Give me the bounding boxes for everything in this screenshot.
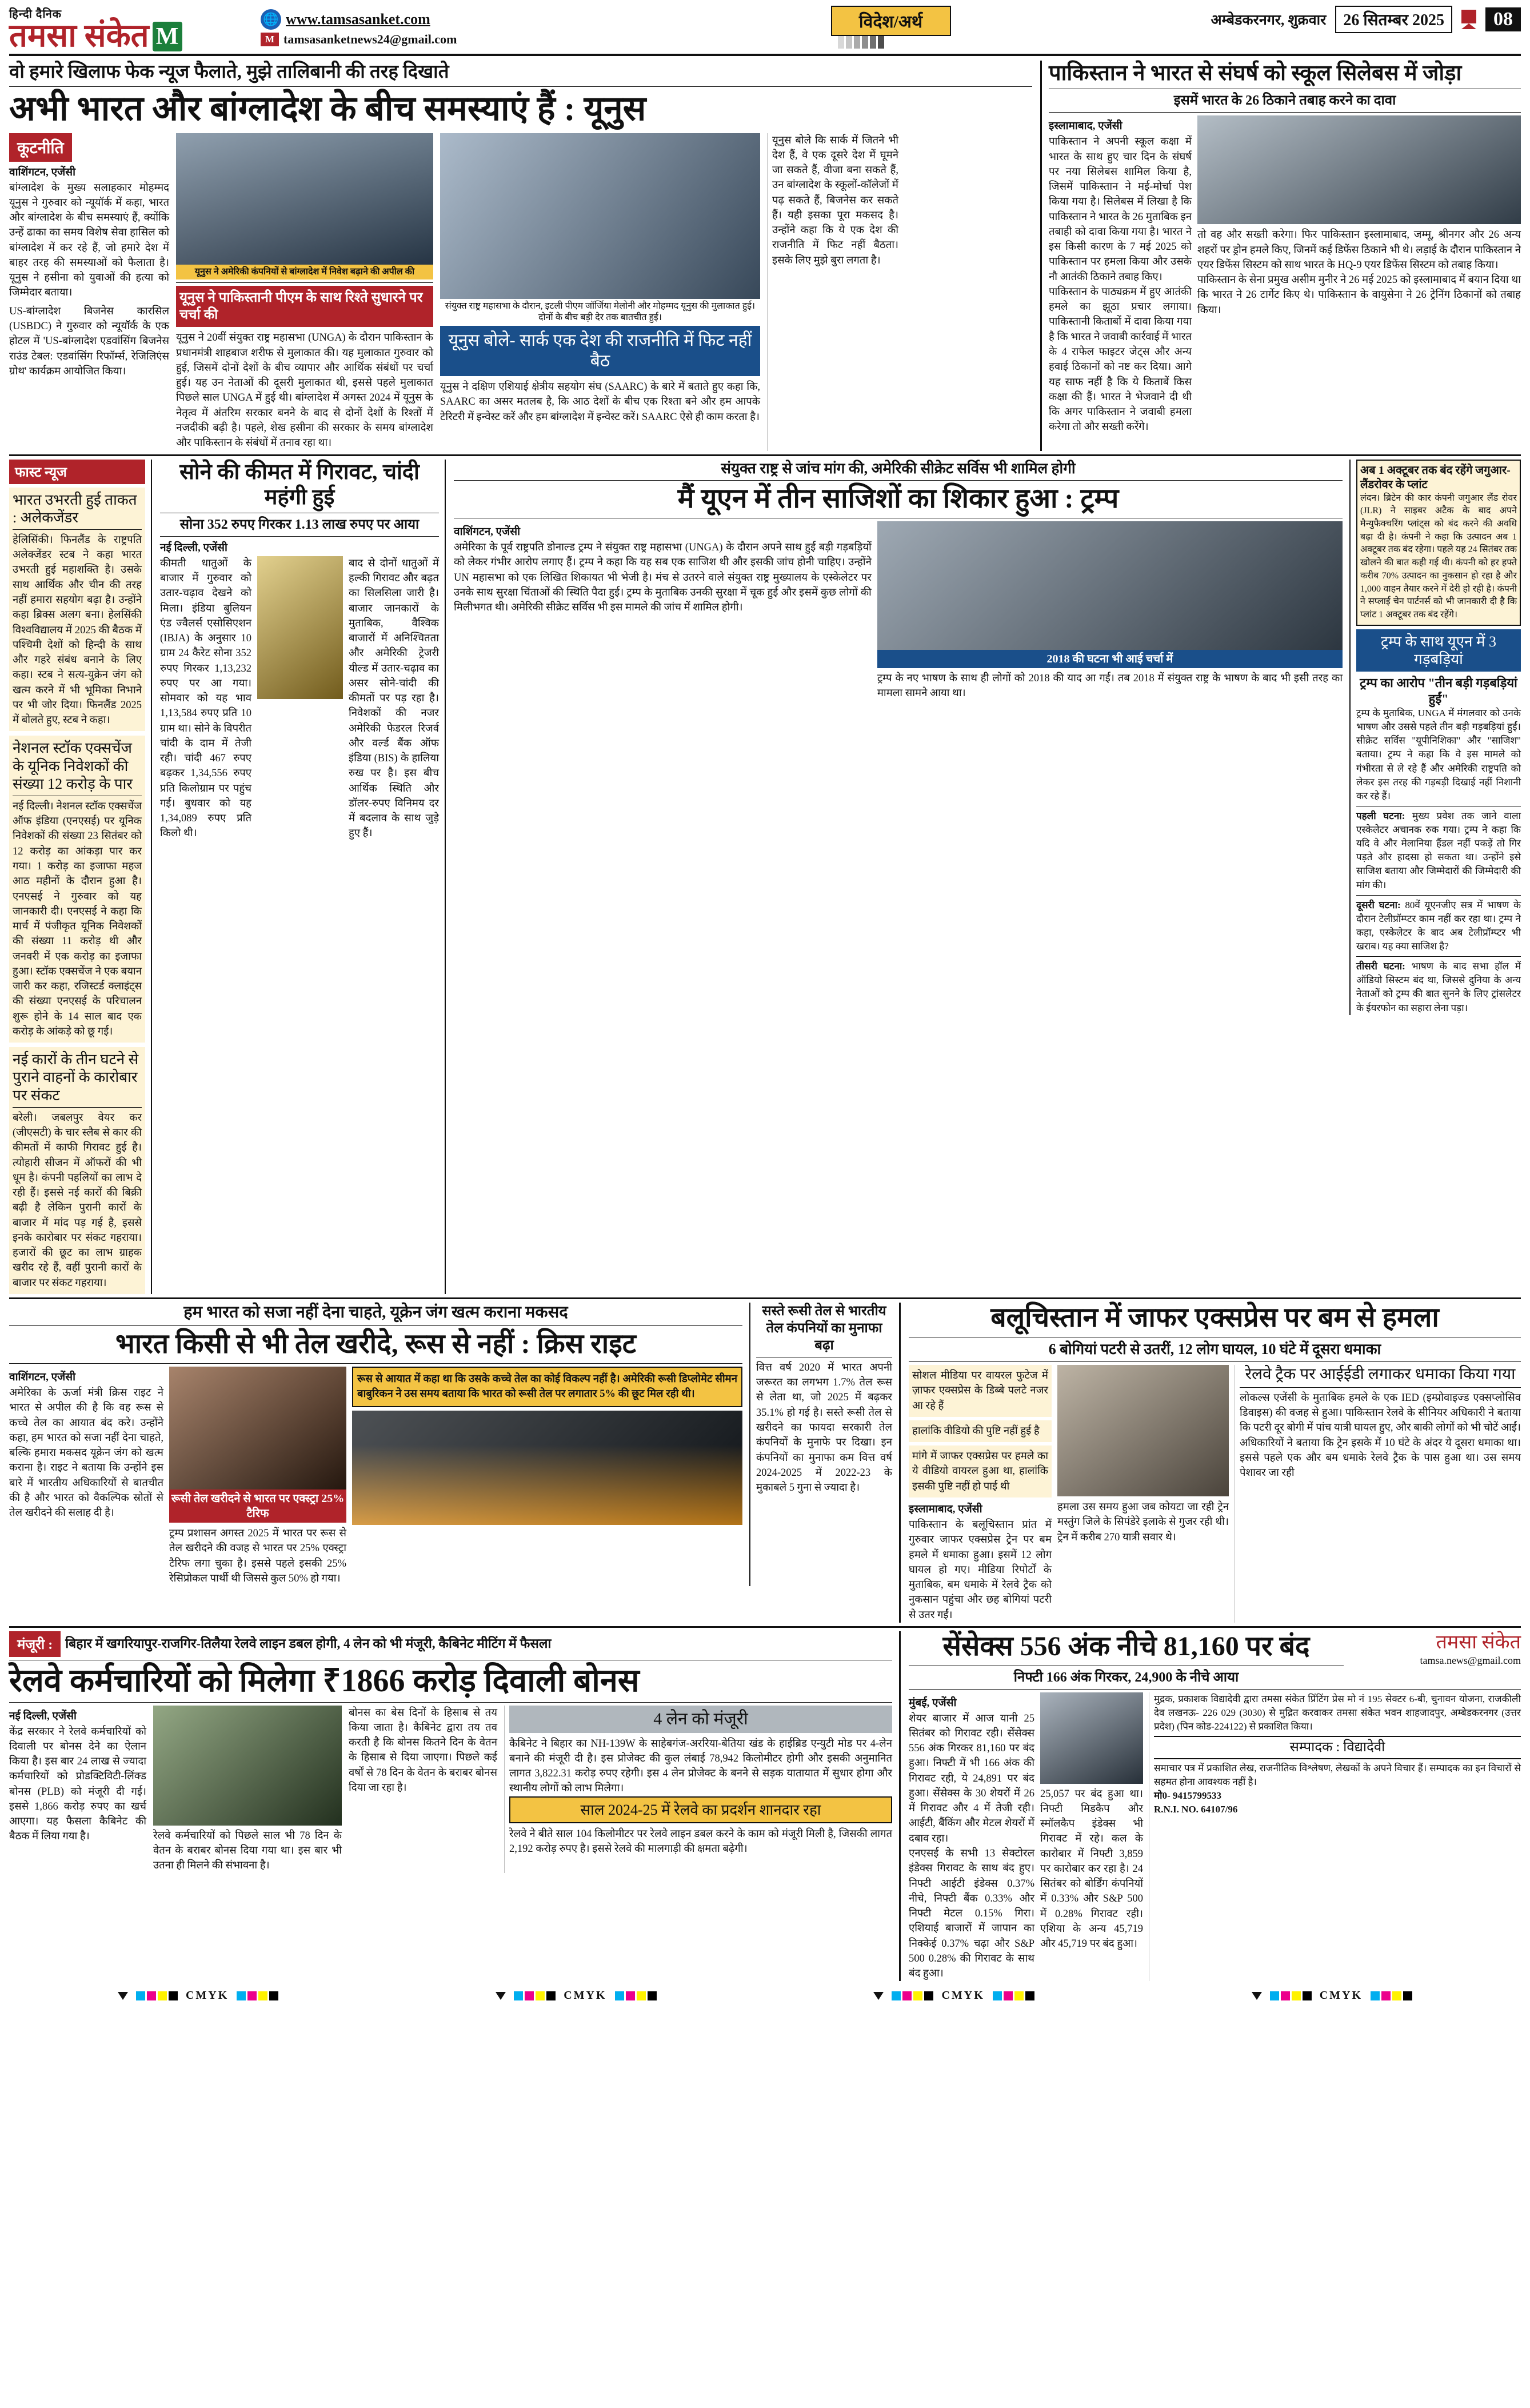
band-lower [9,1303,1521,1623]
baloch-bullet-1: सोशल मीडिया पर वायरल फुटेज में ज़ाफर एक्सप्रेस के डिब्बे पलटे नजर आ रहे हैं [909,1365,1052,1417]
section-label: विदेश/अर्थ [831,6,951,36]
lead-photo-2-caption: संयुक्त राष्ट्र महासभा के दौरान, इटली पीएम जॉर्जिया मेलोनी और मोहम्मद यूनुस की मुलाकात हुई। दोनों के बीच बड़ी देर तक बातचीत हुई। [445,301,756,323]
lead-mid-kicker: यूनुस ने पाकिस्तानी पीएम के साथ रिश्ते सुधारने पर चर्चा की [176,286,433,327]
lead-photo-1 [176,133,433,265]
imprint-brand-block [1349,1631,1521,1667]
railway-tag-text: बिहार में खगरियापुर-राजगिर-तिलैया रेलवे लाइन डबल होगी, 4 लेन को भी मंजूरी, कैबिनेट मीटिंग में फैसला [65,1636,552,1651]
lead-kicker: वो हमारे खिलाफ फेक न्यूज फैलाते, मुझे तालिबानी की तरह दिखाते [9,62,449,83]
gold-text-1-wrap [160,556,251,841]
railway-text-2-col [349,1706,497,1874]
baloch-photo-caption: हमला उस समय हुआ जब कोयटा जा रही ट्रेन मस्तुंग जिले के सिपंडेरे इलाके से गुजर रही थी। ट्रेन में करीब 270 यात्री सवार थे। [1057,1501,1229,1543]
sensex-text-1: शेयर बाजार में आज यानी 25 सितंबर को गिरावट रही। सेंसेक्स 556 अंक गिरकर 81,160 पर बंद हुआ। निफ्टी में भी 166 अंक की गिरावट रही, ये 24,891 पर बंद हुआ। सेंसेक्स के 30 शेयरों में 26 में गिरावट और 4 में तेजी रही। आईटी, बैंकिंग और मेटल शेयरों में दबाव रहा। [909,1712,1034,1844]
railway-headline: रेलवे कर्मचारियों को मिलेगा ₹1866 करोड़ दिवाली बोनस [9,1663,640,1699]
trump-sidebox-title: ट्रम्प के साथ यूएन में 3 गड़बड़ियां [1356,629,1521,672]
trump-sidebox-intro: ट्रम्प के मुताबिक, UNGA में मंगलवार को उनके भाषण और उससे पहले तीन बड़ी गड़बड़ियां हुईं। सीक्रेट सर्विस "यूपीनिशिका" और "साजिश" बताया। ट्रम्प ने कहा कि वे इस मामले को गंभीरता से ले रहे हैं और अमेरिकी राष्ट्रपति को लेकर इस तरह की गड़बड़ी दिखाई नहीं निशानी कर रहे हैं। [1356,708,1521,801]
sensex-text-3: 25,057 पर बंद हुआ था। निफ्टी मिडकैप और स्मॉलकैप इंडेक्स भी गिरावट में रहे। कल के कारोबार में निफ्टी 3,859 पर कारोबार कर रहा है। 24 सितंबर को बोर्डिंग कंपनियों में 0.33% और S&P 500 में 0.28% गिरावट रही। एशिया के अन्य 45,719 और 45,719 पर बंद हुआ। [1040,1788,1143,1950]
page-number: 08 [1485,7,1521,31]
imprint-email: tamsa.news@gmail.com [1420,1654,1521,1666]
imprint-disclaimer: समाचार पत्र में प्रकाशित लेख, राजनीतिक विश्लेषण, लेखकों के अपने विचार हैं। सम्पादक का इन विचारों से सहमत होना आवश्यक नहीं है। [1154,1762,1521,1787]
footer-seg-2 [387,1987,765,2004]
lead-mid-text: यूनुस ने 20वीं संयुक्त राष्ट्र महासभा (UNGA) के दौरान पाकिस्तान के प्रधानमंत्री शाहबाज शरीफ से मुलाकात की। यह मुलाकात गुरुवार को हुई, जिसमें दोनों देशों के बीच व्यापार और आर्थिक संबंधों पर चर्चा हुई। यह उन नेताओं की दूसरी मुलाकात थी, इससे पहले मुलाकात पिछले साल UNGA में हुई थी। बांग्लादेश में अगस्त 2024 में यूनुस के नेतृत्व में अंतरिम सरकार बनने के बाद से दोनों देशों के रिश्तों में नजदीकी बढ़ी है। पहले, शेख हसीना की सरकार के समय बांग्लादेश और पाकिस्तान के संबंधों में तनाव रहा था। [176,332,433,449]
gold-photo-wrap [257,556,343,841]
oil-quote-col [352,1367,742,1586]
trump-incident-2 [1356,898,1521,954]
registration-triangle-icon-3 [873,1992,884,2000]
baloch-bullet-3: मांगे में जाफर एक्सप्रेस पर हमले का ये वीडियो वायरल हुआ था, हालांकि इसकी पुष्टि नहीं हो पाई थी [909,1445,1052,1497]
pak-text-1: पाकिस्तान ने अपनी स्कूल कक्षा में भारत के साथ हुए चार दिन के संघर्ष पर नया सिलेबस शामिल किया है, जिसमें पाकिस्तान ने मई-मोर्चा पेश किया गया है। सिलेबस में लिखा है कि पाकिस्तान ने भारत के 26 मुताबिक इन तबाही को दावा किया गया है। भारत ने इस किसी कारण के 7 मई 2025 को पाकिस्तान पर हमला किया और उसके नौ आतंकी ठिकाने तबाह किए। [1049,136,1192,283]
edition-date: 26 सितम्बर 2025 [1335,6,1452,33]
pak-text-3: पाकिस्तान के सेना प्रमुख असीम मुनीर ने 26 मई 2025 को इस्लामाबाद में बयान दिया था कि भारत ने 26 टार्गेट किए थे। पाकिस्तान के वायुसेना ने 26 ट्रेनिंग ठिकानों को तबाह किया। [1197,274,1521,316]
railway-text-2: बोनस का बेस दिनों के हिसाब से तय किया जाता है। कैबिनेट द्वारा तय तव करती है कि बोनस कितने दिन के वेतन के हिसाब से दिया जाएगा। पिछले कई वर्षों से 78 दिन के वेतन के बराबर बोनस दिया जा रहा है। [349,1707,497,1794]
trump-incident-3-label: तीसरी घटना: [1356,961,1405,972]
gold-sub: सोना 352 रुपए गिरकर 1.13 लाख रुपए पर आया [179,517,420,532]
footer-cmyk-label-3: CMYK [941,1989,985,2002]
lead-photo-1-caption: यूनुस ने अमेरिकी कंपनियों से बांग्लादेश में निवेश बढ़ाने की अपील की [176,265,433,280]
sensex-sub: निफ्टी 166 अंक गिरकर, 24,900 के नीचे आया [1013,1670,1239,1685]
lead-story [9,61,1032,450]
logo-block [9,6,255,54]
lead-photo-2 [440,133,760,299]
baloch-bullet-2: हालांकि वीडियो की पुष्टि नहीं हुई है [909,1420,1052,1442]
bookmark-icon [1461,10,1476,29]
email-text[interactable]: tamsasanketnews24@gmail.com [283,32,457,46]
lead-middle-column [176,133,433,451]
lead-bluebox-text: यूनुस ने दक्षिण एशियाई क्षेत्रीय सहयोग संघ (SAARC) के बारे में बताते हुए कहा कि, SAARC का असर मतलब है, कि आठ देशों के बीच एक रिश्ता बने और हम आपके टेरिटरी में इन्वेस्ट करें और हम बांग्लादेश में इन्वेस्ट करें। SAARC ऐसे ही काम करता है। [440,381,760,423]
railway-subbox2-text: रेलवे ने बीते साल 104 किलोमीटर पर रेलवे लाइन डबल करने के काम को मंजूरी मिली है, जिसकी लागत 2,192 करोड़ रुपए है। इससे रेलवे की मालगाड़ी की क्षमता बढ़ेगी। [509,1828,892,1855]
registration-triangle-icon-4 [1252,1992,1262,2000]
oil-story [9,1303,901,1623]
section-tag [831,6,951,49]
footer-seg-4 [1143,1987,1521,2004]
railway-photo [153,1706,342,1826]
railway-subbox-text: कैबिनेट ने बिहार का NH-139W के साहेबगंज-अररिया-बेतिया खंड के हाईब्रिड एन्युटी मोड पर 4-लेन बनाने की मंजूरी दी है। इस प्रोजेक्ट की कुल लंबाई 78,942 किलोमीटर होगी और इसकी अनुमानित लागत 3,822.31 करोड़ रुपए रहेगी। इस 4 लेन प्रोजेक्ट के बनने से सड़क यातायात में सुधार होगा और स्थानीय लोगों को लाभ मिलेगा। [509,1738,892,1795]
oil-photo-col [169,1367,346,1586]
sensex-headline: सेंसेक्स 556 अंक नीचे 81,160 पर बंद [942,1631,1310,1662]
footer-seg-1 [9,1987,387,2004]
sensex-text-2: एनएसई के सभी 13 सेक्टोरल इंडेक्स गिरावट के साथ बंद हुए। निफ्टी आईटी इंडेक्स 0.37% नीचे, निफ्टी बैंक 0.33% और निफ्टी मेटल 0.15% गिरा। एशियाई बाजारों में जापान का निक्केई 0.37% चढ़ा और S&P 500 0.28% की गिरावट के साथ बंद हुआ। [909,1847,1034,1980]
baloch-photo-col [1057,1365,1229,1623]
imprint-rni: R.N.I. NO. 64107/96 [1154,1804,1238,1815]
railway-byline: नई दिल्ली, एजेंसी [9,1710,77,1722]
railway-photo-col [153,1706,342,1874]
jlr-note-text: लंदन। ब्रिटेन की कार कंपनी जगुआर लैंड रोवर (JLR) ने साइबर अटैक के बाद अपने मैन्युफैक्चरिंग प्लांट्स को बंद करने की अवधि बढ़ा दी है। कंपनी ने कहा कि उत्पादन अब 1 अक्टूबर तक बंद रहेगा। पहले यह 24 सितंबर तक खोलने की बात कही गई थी। कंपनी को हर हफ्ते करीब 70% उत्पादन का नुकसान हो रहा है और 1,000 वाहन तैयार करने में देरी हो रही है। कंपनी ने सप्लाई चेन पार्टनर्स को भी जानकारी दी है कि प्लांट 1 अक्टूबर तक बंद रहेंगे। [1360,493,1517,620]
imprint-block [1149,1692,1521,1982]
baloch-bullets [909,1365,1052,1623]
baloch-sub: 6 बोगियां पटरी से उतरीं, 12 लोग घायल, 10 घंटे में दूसरा धमाका [1048,1340,1381,1357]
railway-tag: मंजूरी : [9,1631,61,1657]
footer-seg-3 [765,1987,1143,2004]
trump-text: अमेरिका के पूर्व राष्ट्रपति डोनाल्ड ट्रम्प ने संयुक्त राष्ट्र महासभा (UNGA) के दौरान अपने साथ हुई बड़ी गड़बड़ियों को लेकर गंभीर आरोप लगाए हैं। ट्रम्प ने कहा कि यह सब एक साजिश थी और इसकी जांच होनी चाहिए। उन्होंने UN महासभा को एक लिखित शिकायत भी भेजी है। मंच से उतरने वाले संयुक्त राष्ट्र मुख्यालय के एस्केलेटर पर उनके साथ सुरक्षा चिंताओं की स्थिति पैदा हुई। ट्रम्प के मुताबिक उनकी सुरक्षा में चूक हुई और इसमें कुछ लोगों की मिलीभगत थी। अमेरिकी सीक्रेट सर्विस भी इस मामले की जांच में शामिल होगी। [454,541,872,614]
lead-photo-column [440,133,760,451]
pakistan-story [1040,61,1521,450]
sensex-photo-col [1040,1692,1143,1982]
railway-text-1: केंद्र सरकार ने रेलवे कर्मचारियों को दिवाली पर बोनस देने का ऐलान किया है। इस बार 24 लाख से ज्यादा कर्मचारियों को प्रोडक्टिविटी-लिंक्ड बोनस (PLB) को मंजूरी दी गई। इससे 1,866 करोड़ रुपए का खर्च आएगा। यह फैसला कैबिनेट की बैठक में लिया गया है। [9,1726,146,1843]
railway-subbox2-title: साल 2024-25 में रेलवे का प्रदर्शन शानदार रहा [509,1796,892,1823]
railway-story [9,1631,901,1982]
gold-photo [257,556,343,699]
pak-text-column [1049,115,1192,434]
fastnews-item-3-title: नई कारों के तीन घटने से पुराने वाहनों के कारोबार पर संकट [13,1051,139,1104]
trump-sidebox [1349,460,1521,1015]
baloch-headline: बलूचिस्तान में जाफर एक्सप्रेस पर बम से हमला [990,1302,1439,1333]
jlr-note [1356,460,1521,626]
sensex-byline: मुंबई, एजेंसी [909,1696,957,1709]
oil-sidebox-text: वित्त वर्ष 2020 में भारत अपनी जरूरत का लगभग 1.7% तेल रूस से लेता था, जो 2025 में बढ़कर 35.1% हो गई है। सस्ते रूसी तेल से खरीदने का फायदा सरकारी तेल कंपनियों के मुनाफे पर दिखा। इन कंपनियों का मुनाफा कम वित्त वर्ष 2024-2025 में 2022-23 के मुकाबले 5 गुना से ज्यादा है। [756,1361,892,1494]
trump-incident-3 [1356,960,1521,1015]
trump-incident-3-text: भाषण के बाद सभा हॉल में ऑडियो सिस्टम बंद था, जिससे दुनिया के अन्य नेताओं को ट्रम्प की बात सुनने के लिए ट्रांसलेटर के ईयरफोन का सहारा लेना पड़ा। [1356,961,1521,1013]
imprint-brand: तमसा संकेत [1436,1631,1521,1653]
baloch-right-text: लोकल्स एजेंसी के मुताबिक हमले के एक IED (इम्प्रोवाइज्ड एक्सप्लोसिव डिवाइस) की वजह से हुआ। पाकिस्तान रेलवे के सीनियर अधिकारी ने बताया कि पटरी दूर बोगी में पांच यात्री घायल हुए, और बाकी लोगों को भी चोटें आईं। अधिकारियों ने बताया कि ट्रेन इसके में 10 घंटे के अंदर ये दूसरा धमाका था। इससे पहले एक और बम धमाके रेलवे ट्रैक के पास हुआ था। उस समय पेशावर जा रही [1240,1392,1521,1479]
m-logo-icon: M [153,22,182,51]
lead-right-text: यूनुस बोले कि सार्क में जितने भी देश हैं, वे एक दूसरे देश में घूमने जा सकते हैं, वीजा बना सकते हैं, उन बांग्लादेश के स्कूलों-कॉलेजों में पढ़ सकते हैं, बिजनेस कर सकते हैं। यही इसका पूरा मकसद है। उन्होंने कहा कि ये एक देश की राजनीति में फिट नहीं बैठता। इसके लिए मुझे बुरा लगता है। [772,134,898,266]
trump-photo [877,521,1343,650]
registration-colorbars [838,36,951,49]
imprint-editor: सम्पादक : विद्यादेवी [1154,1736,1521,1759]
oil-kicker: हम भारत को सजा नहीं देना चाहते, यूक्रेन जंग खत्म कराना मकसद [183,1303,568,1321]
imprint-phone: मो0- 9415799533 [1154,1790,1221,1802]
fastnews-column [9,460,152,1294]
oil-quotebox [352,1367,742,1407]
color-swatches-3 [514,1991,556,2000]
mail-icon: M [261,33,279,46]
sensex-imprint-column [909,1631,1521,1982]
fastnews-item-3-text: बरेली। जबलपुर वेयर कर (जीएसटी) के चार स्लैब से कार की कीमतों में काफी गिरावट हुई है। त्योहारी सीजन में ऑफरों की भी धूम है। कंपनी पहलियों का लाभ दे रही हैं। इससे नई कारों की बिक्री बढ़ी है लेकिन पुरानी कारों के बाजार में मांद पड़ गई है, इससे इनके कारोबार पर संकट गहराया। हजारों की छूट का लाभ ग्राहक खरीद रहे हैं, वहीं पुरानी कारों के बाजार पर संकट गहराया। [13,1112,142,1289]
oil-quotebox-text: रूस से आयात में कहा था कि उसके कच्चे तेल का कोई विकल्प नहीं है। अमेरिकी रूसी डिप्लोमेट सीमन बाबुरिकन ने उस समय बताया कि भारत को रूसी तेल पर लगातार 5% की छूट मिल रही थी। [357,1373,737,1400]
oil-photo-rig [352,1411,742,1525]
website-text[interactable]: www.tamsasanket.com [286,11,430,27]
gold-story [160,460,446,1294]
oil-text-col [9,1367,163,1586]
trump-incident-1-label: पहली घटना: [1356,810,1405,821]
sensex-story [909,1631,1344,1686]
pak-headline: पाकिस्तान ने भारत से संघर्ष को स्कूल सिलेबस में जोड़ा [1049,61,1462,86]
trump-text-col [454,521,872,701]
trump-main [454,460,1343,1015]
email-row[interactable] [261,32,825,47]
masthead-title: तमसा संकेत [9,18,149,54]
color-swatches-5 [892,1991,933,2000]
railway-subboxes [504,1706,892,1874]
pak-text-2: पाकिस्तान के पाठ्यक्रम में हुए आतंकी हमले का झूठा प्रचार लगाया। पाकिस्तानी किताबों में दावा किया गया है कि भारत ने जवाबी कार्रवाई में भारत के 4 राफेल फाइटर जेट्स और अन्य हवाई ठिकानों को नष्ट कर दिया। आगे यह साफ नहीं है कि ये किताबें किस कक्षा की हैं। भारत ने भेजवाने दी थी कि अगर पाकिस्तान ने जवाबी हमला करेगा तो और सख्ती करेंगे। [1049,286,1192,433]
trump-photo-caption-text: ट्रम्प के नए भाषण के साथ ही लोगों को 2018 की याद आ गई। तब 2018 में संयुक्त राष्ट्र के भाषण के बाद भी इसी तरह का मामला सामने आया था। [877,672,1343,700]
band-top [9,61,1521,450]
edition-block [957,6,1521,33]
gold-text-1: कीमती धातुओं के बाजार में गुरुवार को उतार-चढ़ाव देखने को मिला। इंडिया बुलियन एंड ज्वैलर्स एसोसिएशन (IBJA) के अनुसार 10 ग्राम 24 कैरेट सोना 352 रुपए गिरकर 1,13,232 रुपए पर आ गया। सोमवार को यह भाव 1,13,584 रुपए प्रति 10 ग्राम था। सोने के विपरीत चांदी के दाम में तेजी रही। चांदी 467 रुपए बढ़कर 1,34,556 रुपए प्रति किलोग्राम पर पहुंच गई। बुधवार को यह 1,34,089 रुपए प्रति किलो थी। [160,557,251,840]
fastnews-item-1-title: भारत उभरती हुई ताकत : अलेकजेंडर [13,491,137,526]
trump-incident-1 [1356,809,1521,892]
baloch-photo [1057,1365,1229,1496]
pak-photo-column [1197,115,1521,434]
band-bottom [9,1631,1521,1982]
trump-story [454,460,1521,1294]
oil-photo-trump [169,1367,346,1489]
lead-text-2: US-बांग्लादेश बिजनेस कारसिल (USBDC) ने गुरुवार को न्यूयॉर्क के एक होटल में 'US-बांग्लादेश एडवांसिंग बिजनेस राउंड टेबल: एडवांसिंग रिफॉर्म्स, रेजिलिएंस ग्रोथ' कार्यक्रम आयोजित किया। [9,305,169,377]
baloch-byline: इस्लामाबाद, एजेंसी [909,1503,982,1516]
pak-byline: इस्लामाबाद, एजेंसी [1049,120,1122,133]
registration-triangle-icon [118,1992,128,2000]
color-swatches [136,1991,178,2000]
sensex-text-col [909,1692,1034,1982]
masthead-hindi-label: हिन्दी दैनिक [9,8,62,21]
lead-left-column [9,133,169,451]
oil-main [9,1303,742,1586]
trump-photo-col [877,521,1343,701]
footer-cmyk-label-4: CMYK [1319,1989,1363,2002]
color-swatches-2 [237,1991,278,2000]
footer-colorbar [9,1987,1521,2004]
trump-incident-1-text: मुख्य प्रवेश तक जाने वाला एस्केलेटर अचानक रुक गया। ट्रम्प ने कहा कि यदि वे और मेलानिया हैंडल नहीं पकड़ें तो गिर पड़ते और हादसा हो सकता था। उन्होंने इसे साजिश बताया और जिम्मेदारों की जिम्मेदारी की मांग की। [1356,810,1521,890]
gold-headline: सोने की कीमत में गिरावट, चांदी महंगी हुई [179,460,420,509]
baloch-right-head: रेलवे ट्रैक पर आईईडी लगाकर धमाका किया गया [1245,1365,1516,1384]
oil-sidebox-title: सस्ते रूसी तेल से भारतीय तेल कंपनियों का मुनाफा बढ़ा [762,1303,886,1353]
fastnews-tag: फास्ट न्यूज [9,460,145,484]
contact-block [261,6,825,47]
railway-text-col [9,1706,146,1874]
website-row[interactable] [261,9,825,30]
gold-text-2: बाद से दोनों धातुओं में हल्की गिरावट और बढ़त का सिलसिला जारी है। बाजार जानकारों के मुताबिक, वैश्विक बाजारों में अनिश्चितता और अमेरिकी ट्रेजरी यील्ड में उतार-चढ़ाव का असर सोने-चांदी की कीमतों पर पड़ रहा है। निवेशकों की नजर अमेरिकी फेडरल रिजर्व और वर्ल्ड बैंक ऑफ इंडिया (BIS) के हालिया रुख पर है। इस बीच आर्थिक स्थिति और डॉलर-रुपए विनिमय दर में बदलाव के साथ जुड़े हुए हैं। [349,557,439,840]
fastnews-item-2-title: नेशनल स्टॉक एक्सचेंज के यूनिक निवेशकों की संख्या 12 करोड़ के पार [13,740,133,792]
color-swatches-8 [1371,1991,1412,2000]
registration-triangle-icon-2 [496,1992,506,2000]
trump-kicker: संयुक्त राष्ट्र से जांच मांग की, अमेरिकी सीक्रेट सर्विस भी शामिल होगी [721,460,1076,477]
lead-text-1: बांग्लादेश के मुख्य सलाहकार मोहम्मद यूनुस ने गुरुवार को न्यूयॉर्क में कहा, भारत और बांग्लादेश के बीच समस्याएं हैं, क्योंकि उन्हें ढाका का समय विशेष सेवा हासिल को बांग्लादेश में कर रहे हैं, जो हमारे देश में बाहर तरह की समस्याओं को फैलाता है। यूनुस ने हसीना को युवाओं की हत्या को जिम्मेदार बताया। [9,182,169,299]
trump-photo-caption: 2018 की घटना भी आई चर्चा में [877,650,1343,668]
oil-text-1: अमेरिका के ऊर्जा मंत्री क्रिस राइट ने भारत से अपील की है कि वह रूस से कच्चे तेल का आयात बंद करे। उन्होंने कहा, हम भारत को सजा नहीं देना चाहते, बल्कि हमारा मकसद यूक्रेन जंग को खत्म कराना है। राइट ने बताया कि उन्होंने इस बारे में भारतीय अधिकारियों से बातचीत की है और भारत को वैकल्पिक स्रोतों से तेल खरीदने की सलाह दी है। [9,1387,163,1519]
gold-text-2-wrap [349,556,439,841]
oil-text-2: ट्रम्प प्रशासन अगस्त 2025 में भारत पर रूस से तेल खरीदने की वजह से भारत पर 25% एक्स्ट्रा टैरिफ लगा चुका है। इससे पहले इसकी 25% रेसिप्रोकल पार्थी थी जिससे कुल 50% हो गया। [169,1528,346,1584]
trump-incident-2-text: 80वें यूएनजीए सत्र में भाषण के दौरान टेलीप्रॉम्प्टर काम नहीं कर रहा था। ट्रम्प ने कहा, एस्केलेटर के बाद अब टेलीप्रॉम्प्टर भी खराब। यह क्या साजिश है? [1356,899,1521,952]
edition-place: अम्बेडकरनगर, शुक्रवार [1211,13,1327,28]
fastnews-item-1 [9,488,145,732]
footer-cmyk-label-2: CMYK [564,1989,607,2002]
trump-headline: मैं यूएन में तीन साजिशों का शिकार हुआ : ट्रम्प [677,484,1119,514]
masthead [9,6,1521,56]
lead-byline: वाशिंगटन, एजेंसी [9,166,76,178]
color-swatches-6 [993,1991,1034,2000]
baloch-right-col [1235,1365,1521,1623]
trump-sidebox-quote: ट्रम्प का आरोप "तीन बड़ी गड़बड़ियां हुईं" [1360,676,1517,706]
baloch-story [909,1303,1521,1623]
oil-sidebox [749,1303,892,1586]
globe-icon: 🌐 [261,9,281,30]
railway-caption: रेलवे कर्मचारियों को पिछले साल भी 78 दिन के वेतन के बराबर बोनस दिया गया था। इस बार भी उतना ही मिलने की संभावना है। [153,1830,342,1872]
gold-byline: नई दिल्ली, एजेंसी [160,541,227,554]
oil-headline: भारत किसी से भी तेल खरीदे, रूस से नहीं : क्रिस राइट [115,1329,636,1360]
fastnews-item-1-text: हेलिसिंकी। फिनलैंड के राष्ट्रपति अलेक्जेंडर स्टब ने कहा भारत उभरती हुई महाशक्ति है। उसके साथ आर्थिक और चीन की तरह नहीं हमारा सहयोग बढ़ा है। उन्होंने कहा ब्रिक्स अलग बना। हेलसिंकी विश्वविद्यालय में 2025 की बैठक में पश्चिमी देशों को हिन्दी के साथ और गहरे संबंध बनाने के लिए कहा। स्टब ने सत्य-युक्रेन जंग को खत्म करने में भी भूमिका निभाने पर भी जोर दिया। फिनलैंड 2025 में बोलते हुए, स्टब ने कहा। [13,534,142,726]
sensex-photo [1040,1692,1143,1784]
band-middle [9,460,1521,1294]
trump-incident-2-label: दूसरी घटना: [1356,899,1401,911]
oil-photo-caption: रूसी तेल खरीदने से भारत पर एक्स्ट्रा 25% टैरिफ [169,1489,346,1523]
railway-subbox-title: 4 लेन को मंजूरी [509,1706,892,1733]
pak-photo [1197,115,1521,224]
pak-caption: तो वह और सख्ती करेगा। फिर पाकिस्तान इस्लामाबाद, जम्मू, श्रीनगर और 26 अन्य शहरों पर ड्रोन हमले किए, जिनमें कई डिफेंस ठिकाने भी थे। लड़ाई के दौरान पाकिस्तान ने एयर डिफेंस सिस्टम को साथ भारत के HQ-9 एयर डिफेंस सिस्टम को तबाह किया। [1197,229,1521,271]
color-swatches-4 [615,1991,657,2000]
color-swatches-7 [1270,1991,1312,2000]
lead-bluebox-title: यूनुस बोले- सार्क एक देश की राजनीति में फिट नहीं बैठ [440,326,760,376]
oil-byline: वाशिंगटन, एजेंसी [9,1371,76,1384]
pak-sub: इसमें भारत के 26 ठिकाने तबाह करने का दावा [1173,93,1396,109]
lead-tag: कूटनीति [9,133,72,162]
footer-cmyk-label-1: CMYK [185,1989,229,2002]
fastnews-item-3 [9,1047,145,1294]
jlr-note-title: अब 1 अक्टूबर तक बंद रहेंगे जगुआर-लैंडरोवर के प्लांट [1360,464,1511,491]
baloch-left-text: पाकिस्तान के बलूचिस्तान प्रांत में गुरुवार जाफर एक्सप्रेस ट्रेन पर बम हमले में धमाका हुआ। इसमें 12 लोग घायल हो गए। मीडिया रिपोर्टों के मुताबिक, बम धमाके में रेलवे ट्रैक को नुकसान पहुंचा और छह बोगियां पटरी से उतर गईं। [909,1519,1052,1621]
trump-byline: वाशिंगटन, एजेंसी [454,525,521,538]
imprint-address: मुद्रक, प्रकाशक विद्यादेवी द्वारा तमसा संकेत प्रिंटिंग प्रेस मो नं 195 सेक्टर 6-बी, चुनावन योजना, राजकीली देव लखनऊ- 226 029 (3030) से मुद्रित करवाकर तमसा संकेत भवन शाहजादपुर, अम्बेडकरनगर (उत्तर प्रदेश) (पिन कोड-224122) से प्रकाशित किया। [1154,1693,1521,1732]
fastnews-item-2 [9,736,145,1043]
lead-headline: अभी भारत और बांग्लादेश के बीच समस्याएं हैं : यूनुस [9,90,646,128]
lead-right-column [767,133,898,451]
fastnews-item-2-text: नई दिल्ली। नेशनल स्टॉक एक्सचेंज ऑफ इंडिया (एनएसई) पर यूनिक निवेशकों की संख्या 23 सितंबर को 12 करोड़ का आंकड़ा पार कर गया। 1 करोड़ का इजाफा महज आठ महीनों के दौरान हुआ है। एनएसई ने गुरुवार को यह जानकारी दी। एनएसई ने कहा कि मार्च में पंजीकृत यूनिक निवेशकों की संख्या 11 करोड़ थी और जनवरी में एक करोड़ का इजाफा हुआ। स्टॉक एक्सचेंज ने एक बयान जारी कर कहा, रजिस्टर्ड क्लाइंट्स की संख्या एनएसई के परिचालन शुरू होने के 14 साल बाद एक करोड़ के आंकड़े को छू गई। [13,800,142,1037]
